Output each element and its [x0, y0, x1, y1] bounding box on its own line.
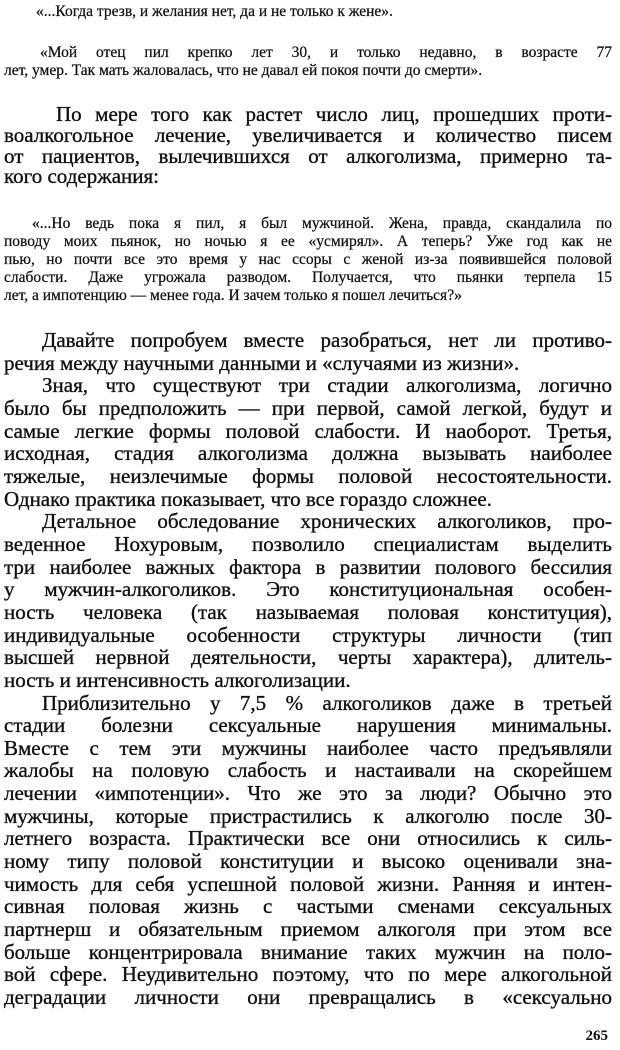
text-line: воалкогольное лечение, увеличивается и количество писем — [4, 122, 612, 147]
quote-line: лет, умер. Так мать жаловалась, что не давал ей покоя почти до смерти». — [4, 61, 483, 79]
text-line: Зная, что существуют три стадии алкоголизма, логично — [42, 373, 612, 398]
text-line: вой сфере. Неудивительно поэтому, что по мере алкогольной — [4, 962, 612, 987]
page-number: 265 — [585, 1028, 608, 1044]
text-line: Вместе с тем эти мужчины наиболее часто предъявляли — [4, 735, 612, 760]
quote-line: «...Но ведь пока я пил, я был мужчиной. Жена, правда, скандалила по — [32, 215, 612, 232]
text-line: больше концентрировала внимание таких мужчин на поло- — [4, 939, 612, 964]
text-line: Давайте попробуем вместе разобраться, нет ли противо- — [42, 328, 612, 352]
quote-line: пью, но почти все это время у нас ссоры с женой из-за появившейся половой — [4, 251, 612, 268]
text-line: речия между научными данными и «случаями из жизни». — [4, 350, 520, 375]
text-line: веденное Нохуровым, позволило специалистам выделить — [4, 531, 612, 556]
text-line: чимость для себя успешной половой жизни. Ранняя и интен- — [4, 871, 612, 896]
text-line: кого содержания: — [4, 164, 159, 189]
text-line: тяжелые, неизлечимые формы половой несостоятельности. — [4, 463, 612, 488]
text-line: Однако практика показывает, что все гораздо сложнее. — [4, 486, 492, 511]
text-line: ному типу половой конституции и высоко оценивали зна- — [4, 849, 612, 874]
quote-line: слабости. Даже угрожала разводом. Получается, что пьянки терпела 15 — [4, 269, 612, 286]
text-line: было бы предположить — при первой, самой легкой, будут и — [4, 395, 612, 420]
text-line: индивидуальные особенности структуры личности (тип — [4, 622, 612, 647]
main-text — [4, 329, 612, 1009]
quote-1: «...Когда трезв, и желания нет, да и не только к жене». — [36, 3, 393, 20]
text-line: высшей нервной деятельности, черты характера), длитель- — [4, 645, 612, 670]
text-line: три наиболее важных фактора в развитии полового бессилия — [4, 554, 612, 579]
text-line: Приблизительно у 7,5 % алкоголиков даже в третьей — [42, 690, 612, 715]
text-line: летнего возраста. Практически все они относились к силь- — [4, 826, 612, 851]
paragraph-1 — [4, 104, 612, 187]
text-line: мужчины, которые пристрастились к алкоголю после 30- — [4, 803, 612, 828]
text-line: сивная половая жизнь с частыми сменами сексуальных — [4, 894, 612, 919]
quote-line: лет, а импотенцию — менее года. И зачем только я пошел лечиться?» — [4, 287, 462, 304]
quote-3 — [4, 215, 612, 305]
quote-line: поводу моих пьянок, но ночью я ее «усмирял». А теперь? Уже год как не — [4, 233, 612, 250]
text-line: ность человека (так называемая половая конституция), — [4, 599, 612, 624]
quote-line: «Мой отец пил крепко лет 30, и только недавно, в возрасте 77 — [40, 44, 612, 61]
text-line: стадии болезни сексуальные нарушения минимальны. — [4, 713, 612, 738]
text-line: партнерш и обязательным приемом алкоголя при этом все — [4, 917, 612, 942]
text-line: у мужчин-алкоголиков. Это конституциональная особен- — [4, 577, 612, 602]
text-line: от пациентов, вылечившихся от алкоголизма, примерно та- — [4, 143, 612, 168]
text-line: лечении «импотенции». Что же это за люди? Обычно это — [4, 781, 612, 806]
text-line: Детальное обследование хронических алкоголиков, про- — [42, 509, 612, 534]
text-line: ность и интенсивность алкоголизации. — [4, 667, 351, 692]
text-line: самые легкие формы половой слабости. И наоборот. Третья, — [4, 418, 612, 443]
text-line: жалобы на половую слабость и настаивали на скорейшем — [4, 758, 612, 783]
text-line: исходная, стадия алкоголизма должна вызывать наиболее — [4, 441, 612, 466]
text-line: деградации личности они превращались в «сексуально — [4, 985, 612, 1010]
quote-2 — [4, 44, 612, 79]
text-line: По мере того как растет число лиц, прошедших проти- — [56, 102, 612, 126]
